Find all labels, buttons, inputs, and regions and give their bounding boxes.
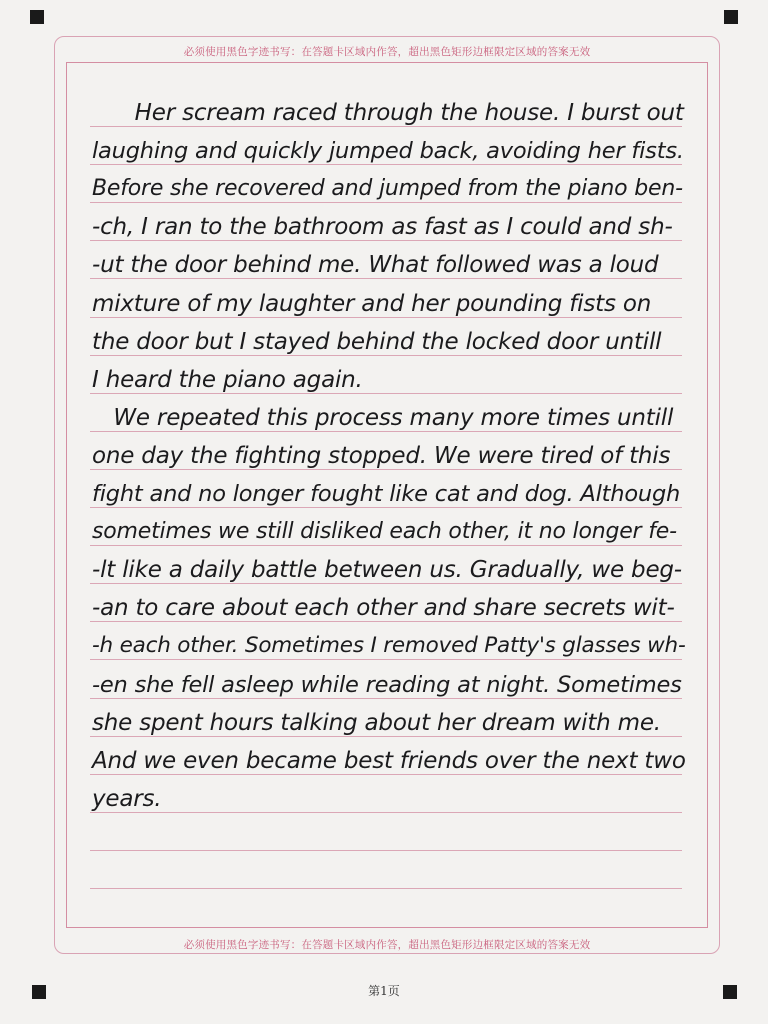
registration-mark-top-right: [724, 10, 738, 24]
handwritten-line: she spent hours talking about her dream with me.: [92, 709, 661, 736]
handwritten-line: -an to care about each other and share secrets wit-: [92, 595, 675, 622]
page-number: 第1页: [368, 984, 400, 998]
warning-text-bottom: 必须使用黑色字迹书写：在答题卡区域内作答，超出黑色矩形边框限定区域的答案无效: [183, 939, 591, 951]
handwritten-line: -lt like a daily battle between us. Gradually, we beg-: [92, 557, 682, 584]
handwritten-line: And we even became best friends over the next two: [92, 747, 686, 774]
handwritten-line: -ch, I ran to the bathroom as fast as I could and sh-: [92, 214, 673, 241]
warning-text-top: 必须使用黑色字迹书写：在答题卡区域内作答，超出黑色矩形边框限定区域的答案无效: [183, 46, 591, 58]
ruled-line: [90, 850, 682, 851]
handwritten-line: -en she fell asleep while reading at night. Sometimes: [92, 671, 682, 698]
handwritten-line: mixture of my laughter and her pounding fists on: [92, 290, 652, 317]
handwritten-line: -ut the door behind me. What followed was a loud: [92, 252, 659, 279]
handwritten-line: I heard the piano again.: [92, 366, 363, 393]
handwritten-line: years.: [92, 785, 162, 812]
handwritten-line: the door but I stayed behind the locked door untill: [92, 328, 662, 355]
handwritten-line: fight and no longer fought like cat and dog. Although: [92, 481, 681, 507]
handwritten-line: sometimes we still disliked each other, it no longer fe-: [92, 519, 677, 545]
handwritten-line: one day the fighting stopped. We were tired of this: [92, 442, 671, 469]
handwritten-line: laughing and quickly jumped back, avoiding her fists.: [92, 138, 684, 165]
handwritten-line: We repeated this process many more times untill: [92, 404, 674, 431]
handwritten-line: Her scream raced through the house. I burst out: [92, 100, 684, 126]
handwritten-line: Before she recovered and jumped from the piano ben-: [92, 176, 683, 202]
registration-mark-top-left: [30, 10, 44, 24]
handwritten-line: -h each other. Sometimes I removed Patty's glasses wh-: [92, 633, 686, 659]
ruled-line: [90, 888, 682, 889]
